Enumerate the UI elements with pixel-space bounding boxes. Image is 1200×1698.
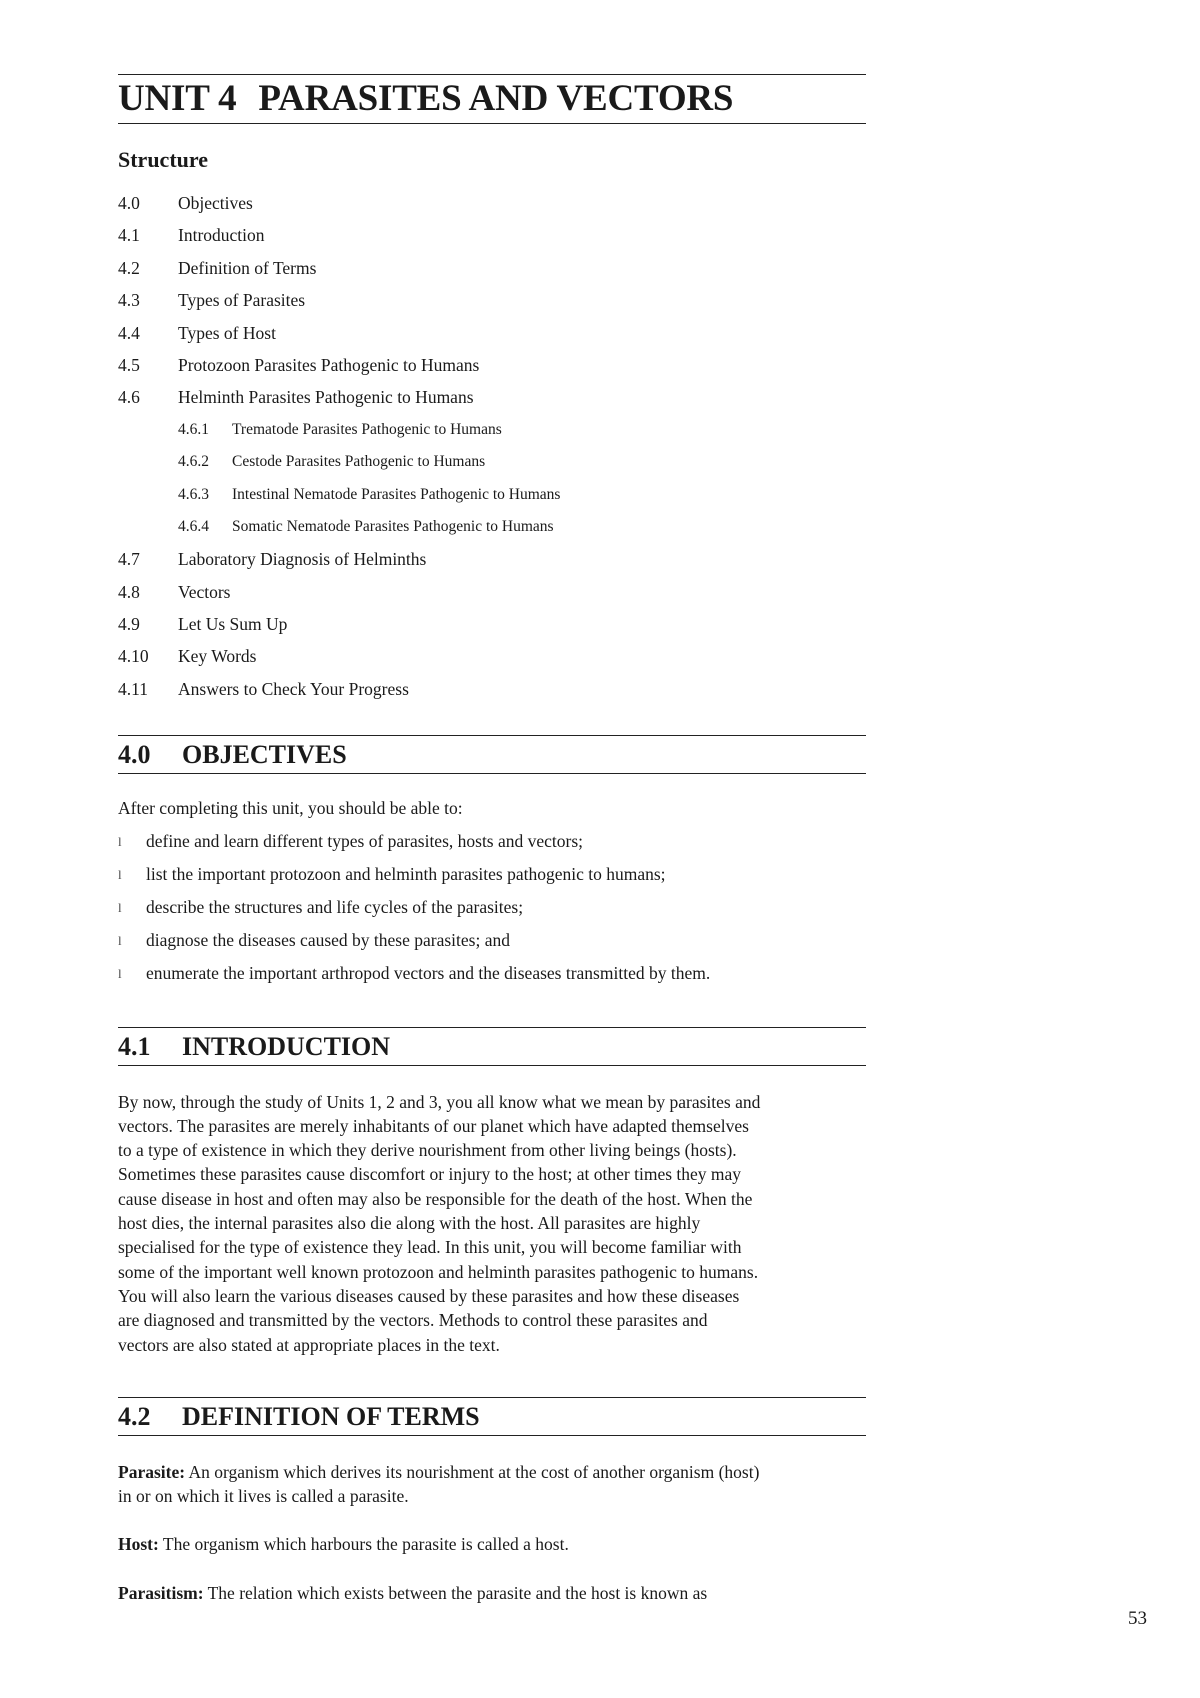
objective-item [118, 924, 866, 957]
toc-item-number: 4.9 [118, 614, 140, 635]
section-heading-definitions [118, 1400, 866, 1434]
definition-host [118, 1532, 866, 1556]
toc-item [118, 252, 866, 284]
paragraph-line: You will also learn the various diseases caused by these parasites and how these diseases [118, 1285, 740, 1306]
page-number: 53 [1128, 1608, 1147, 1629]
toc-item-number: 4.2 [118, 257, 140, 278]
toc-subitem [118, 446, 866, 478]
toc-subitem-number: 4.6.4 [178, 517, 209, 535]
bullet-icon: l [118, 932, 122, 948]
definition-line: in or on which it lives is called a parasite. [118, 1486, 409, 1507]
paragraph-line: vectors are also stated at appropriate places in the text. [118, 1334, 500, 1355]
objective-item [118, 957, 866, 990]
title-bottom-rule [118, 123, 866, 124]
toc-item-label: Introduction [178, 225, 265, 246]
section-heading-objectives [118, 738, 866, 772]
objective-item [118, 858, 866, 891]
unit-name: PARASITES AND VECTORS [258, 78, 734, 119]
toc-item [118, 187, 866, 219]
section-title: DEFINITION OF TERMS [182, 1401, 480, 1431]
objective-text: enumerate the important arthropod vectors and the diseases transmitted by them. [146, 962, 711, 983]
toc-item-label: Types of Parasites [178, 290, 306, 311]
toc-subitem-number: 4.6.3 [178, 485, 209, 503]
toc-subitem-label: Intestinal Nematode Parasites Pathogenic to Humans [232, 485, 561, 503]
introduction-paragraph [118, 1090, 866, 1357]
toc-subitem [118, 414, 866, 446]
paragraph-line: host dies, the internal parasites also die along with the host. All parasites are highly [118, 1213, 701, 1234]
toc-item-number: 4.6 [118, 387, 140, 408]
structure-heading: Structure [118, 147, 209, 172]
toc-subitem [118, 479, 866, 511]
toc-item-number: 4.8 [118, 581, 140, 602]
toc-item [118, 608, 866, 640]
bullet-icon: l [118, 965, 122, 981]
section-number: 4.2 [118, 1401, 151, 1431]
toc-subitem [118, 511, 866, 543]
section-top-rule [118, 1027, 866, 1028]
section-number: 4.0 [118, 740, 151, 770]
toc-subitem-number: 4.6.2 [178, 453, 209, 471]
definition-line [118, 1581, 866, 1605]
toc-item-number: 4.3 [118, 290, 140, 311]
toc-item-label: Answers to Check Your Progress [178, 678, 409, 699]
definition-line [118, 1532, 866, 1556]
toc-item-label: Objectives [178, 193, 253, 213]
unit-title [118, 79, 866, 119]
objective-text: list the important protozoon and helminth parasites pathogenic to humans; [146, 863, 666, 884]
toc-item [118, 284, 866, 316]
paragraph-line: vectors. The parasites are merely inhabitants of our planet which have adapted themselves [118, 1115, 749, 1136]
bullet-icon: l [118, 866, 122, 882]
bullet-icon: l [118, 833, 122, 849]
definition-parasite [118, 1460, 866, 1509]
definition-parasitism [118, 1581, 866, 1605]
definition-term: Parasitism: [118, 1582, 204, 1603]
page-content [118, 74, 866, 1605]
definition-term: Parasite: [118, 1461, 186, 1482]
toc-item-label: Laboratory Diagnosis of Helminths [178, 549, 427, 570]
objectives-intro: After completing this unit, you should be able to: [118, 798, 463, 819]
paragraph-line: specialised for the type of existence they lead. In this unit, you will become familiar with [118, 1237, 742, 1258]
toc-item [118, 219, 866, 251]
definition-term: Host: [118, 1534, 159, 1555]
toc-item-number: 4.5 [118, 354, 140, 375]
toc-item [118, 673, 866, 705]
toc-item-number: 4.11 [118, 678, 148, 699]
objective-item [118, 891, 866, 924]
toc-item-label: Protozoon Parasites Pathogenic to Humans [178, 354, 480, 375]
section-heading-introduction [118, 1030, 866, 1064]
section-title: INTRODUCTION [182, 1031, 391, 1061]
objective-item [118, 825, 866, 858]
toc-item [118, 543, 866, 575]
toc-item-label: Types of Host [178, 322, 276, 343]
toc-item [118, 640, 866, 672]
objective-text: define and learn different types of parasites, hosts and vectors; [146, 830, 584, 851]
paragraph-line: Sometimes these parasites cause discomfort or injury to the host; at other times they may [118, 1164, 742, 1185]
paragraph-line: some of the important well known protozoon and helminth parasites pathogenic to humans. [118, 1261, 759, 1282]
toc-subitem-label: Cestode Parasites Pathogenic to Humans [232, 453, 486, 471]
toc-item-label: Let Us Sum Up [178, 614, 288, 635]
bullet-icon: l [118, 899, 122, 915]
definition-text: The organism which harbours the parasite is called a host. [162, 1534, 569, 1555]
definition-text: The relation which exists between the parasite and the host is known as [207, 1582, 708, 1603]
section-top-rule [118, 1397, 866, 1398]
section-number: 4.1 [118, 1031, 151, 1061]
toc-item-label: Vectors [178, 581, 231, 602]
paragraph-line: By now, through the study of Units 1, 2 and 3, you all know what we mean by parasites and [118, 1091, 761, 1112]
toc-item [118, 576, 866, 608]
toc-item-number: 4.0 [118, 193, 140, 213]
unit-number: UNIT 4 [118, 78, 237, 119]
toc-item-number: 4.10 [118, 646, 149, 667]
paragraph-line: to a type of existence in which they derive nourishment from other living beings (hosts). [118, 1140, 737, 1161]
section-top-rule [118, 735, 866, 736]
paragraph-line: are diagnosed and transmitted by the vectors. Methods to control these parasites and [118, 1310, 708, 1331]
toc-item-label: Key Words [178, 646, 257, 667]
section-title: OBJECTIVES [182, 740, 347, 770]
paragraph-line: cause disease in host and often may also be responsible for the death of the host. When the [118, 1188, 753, 1209]
objectives-list [118, 825, 866, 990]
objective-text: describe the structures and life cycles of the parasites; [146, 896, 524, 917]
top-rule [118, 74, 866, 75]
toc-item-number: 4.4 [118, 322, 140, 343]
toc-subitem-label: Trematode Parasites Pathogenic to Humans [232, 420, 502, 438]
toc-item-number: 4.7 [118, 549, 140, 570]
toc-item-label: Definition of Terms [178, 257, 317, 278]
definition-line [118, 1460, 866, 1484]
toc-subitem-number: 4.6.1 [178, 420, 209, 438]
objective-text: diagnose the diseases caused by these parasites; and [146, 929, 510, 950]
toc-subitem-label: Somatic Nematode Parasites Pathogenic to Humans [232, 517, 554, 535]
table-of-contents [118, 187, 866, 705]
toc-item [118, 349, 866, 381]
toc-item-label: Helminth Parasites Pathogenic to Humans [178, 387, 474, 408]
definition-text: An organism which derives its nourishment at the cost of another organism (host) [188, 1461, 760, 1482]
toc-item-number: 4.1 [118, 225, 140, 246]
toc-item [118, 317, 866, 349]
toc-item [118, 381, 866, 413]
